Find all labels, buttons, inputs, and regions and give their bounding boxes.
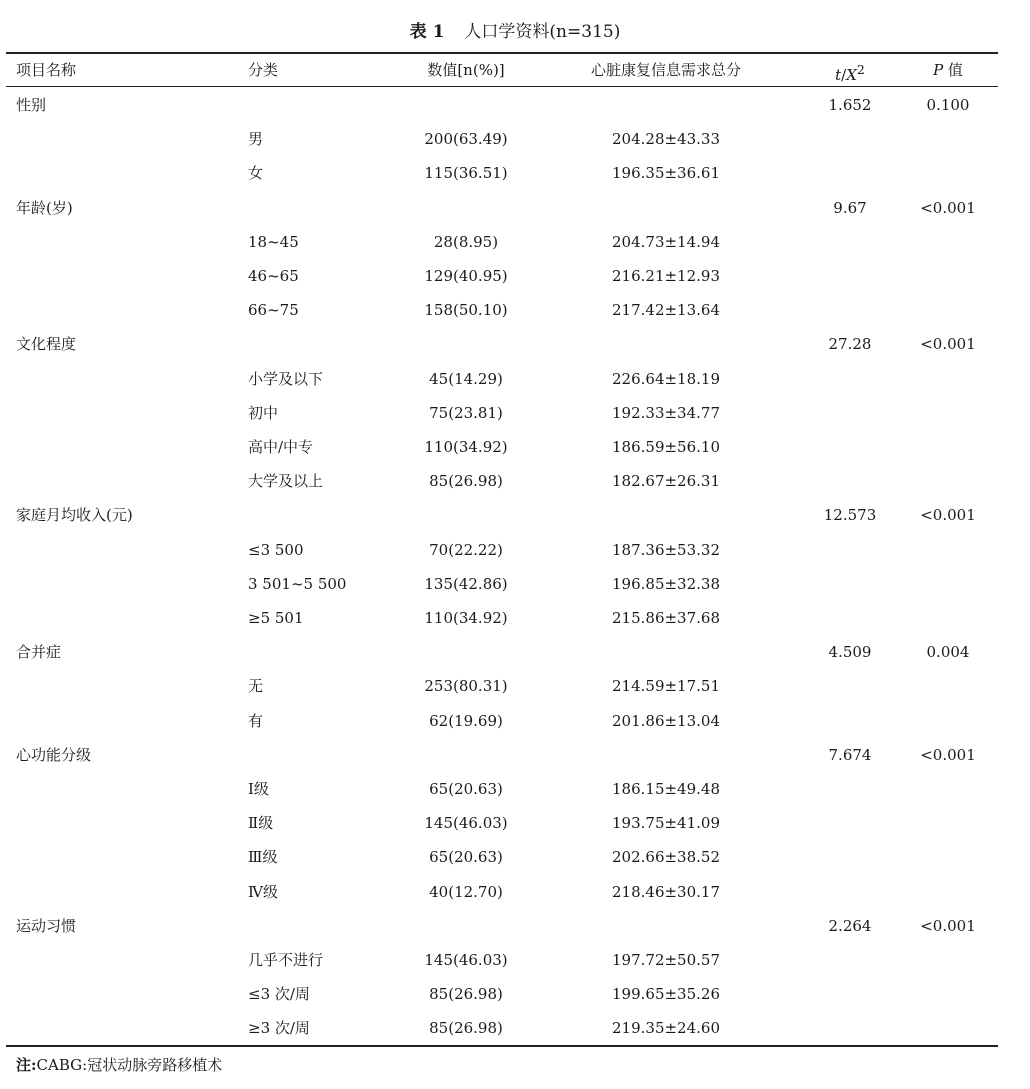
row-statistic-cell	[790, 259, 910, 293]
row-item-cell: 家庭月均收入(元)	[16, 506, 133, 525]
row-p-value-cell: 0.100	[926, 96, 970, 114]
row-statistic-cell	[790, 1011, 910, 1045]
row-statistic-cell	[790, 943, 910, 977]
header-p-italic: P	[933, 61, 944, 79]
row-count-cell: 129(40.95)	[424, 267, 508, 285]
row-category-cell: 66~75	[248, 301, 299, 320]
row-statistic-cell	[790, 362, 910, 396]
table-row	[0, 977, 1030, 1011]
row-category-cell: 无	[248, 677, 264, 696]
row-statistic-cell	[790, 122, 910, 156]
row-count-cell: 85(26.98)	[429, 1019, 503, 1038]
row-score-cell: 201.86±13.04	[612, 711, 720, 730]
row-p-value-cell	[900, 1011, 996, 1045]
table-row	[0, 327, 1030, 361]
row-category-cell: ≤3 500	[248, 540, 304, 559]
row-score-cell: 219.35±24.60	[612, 1019, 720, 1038]
row-score-cell: 187.36±53.32	[612, 540, 720, 559]
table-row	[0, 943, 1030, 977]
table-header	[0, 53, 1030, 87]
row-p-value-cell	[900, 464, 996, 498]
table-row	[0, 362, 1030, 396]
row-p-value-cell	[900, 772, 996, 806]
row-p-value-cell: <0.001	[920, 198, 976, 217]
row-p-value-cell	[900, 533, 996, 567]
row-score-cell: 226.64±18.19	[612, 369, 720, 388]
row-score-cell: 215.86±37.68	[612, 609, 720, 627]
row-score-cell: 199.65±35.26	[612, 985, 720, 1004]
row-score-cell: 196.35±36.61	[612, 164, 720, 183]
row-score-cell: 186.15±49.48	[612, 780, 720, 798]
row-count-cell: 62(19.69)	[429, 711, 503, 730]
row-p-value-cell	[900, 704, 996, 738]
row-count-cell	[376, 191, 556, 225]
row-p-value-cell	[900, 259, 996, 293]
row-category-cell: 几乎不进行	[248, 951, 324, 969]
row-score-cell: 196.85±32.38	[612, 574, 720, 593]
row-score-cell	[566, 498, 766, 532]
table-note	[16, 1052, 222, 1078]
row-statistic-cell: 2.264	[828, 916, 872, 935]
table-row	[0, 1011, 1030, 1045]
row-statistic-cell	[790, 533, 910, 567]
row-p-value-cell	[900, 122, 996, 156]
row-item-cell: 运动习惯	[16, 916, 77, 935]
table-row	[0, 601, 1030, 635]
row-count-cell: 85(26.98)	[429, 985, 503, 1004]
row-score-cell: 214.59±17.51	[612, 677, 720, 696]
table-row	[0, 772, 1030, 806]
row-p-value-cell	[900, 806, 996, 840]
row-score-cell: 192.33±34.77	[612, 403, 720, 422]
row-p-value-cell	[900, 669, 996, 703]
row-count-cell: 28(8.95)	[433, 232, 499, 251]
row-count-cell	[376, 498, 556, 532]
row-p-value-cell	[900, 396, 996, 430]
row-count-cell: 45(14.29)	[429, 369, 503, 388]
row-count-cell: 85(26.98)	[429, 472, 503, 491]
table-row	[0, 259, 1030, 293]
row-statistic-cell: 4.509	[828, 643, 872, 662]
table-row	[0, 738, 1030, 772]
header-p-text: 值	[943, 61, 963, 79]
row-category-cell: 3 501~5 500	[248, 574, 347, 593]
row-statistic-cell	[790, 806, 910, 840]
row-category-cell: 男	[248, 130, 264, 149]
row-score-cell: 197.72±50.57	[612, 951, 720, 969]
row-count-cell: 110(34.92)	[424, 609, 508, 627]
row-category-cell: 46~65	[248, 267, 299, 285]
row-category-cell: 18~45	[248, 232, 299, 251]
row-category-cell: Ⅳ级	[248, 882, 278, 901]
row-count-cell: 40(12.70)	[429, 882, 503, 901]
row-p-value-cell	[900, 840, 996, 874]
row-count-cell	[376, 635, 556, 669]
table-row	[0, 88, 1030, 122]
row-statistic-cell	[790, 567, 910, 601]
row-statistic-cell	[790, 225, 910, 259]
table-title	[0, 18, 1030, 46]
row-score-cell	[566, 191, 766, 225]
header-stat-x: X	[846, 66, 857, 84]
row-count-cell	[376, 327, 556, 361]
row-category-cell: ≤3 次/周	[248, 985, 310, 1004]
row-score-cell	[566, 909, 766, 943]
row-count-cell: 65(20.63)	[429, 780, 503, 798]
header-score: 心脏康复信息需求总分	[590, 61, 741, 79]
row-p-value-cell	[900, 601, 996, 635]
row-score-cell	[566, 88, 766, 122]
table-row	[0, 909, 1030, 943]
row-p-value-cell	[900, 156, 996, 190]
row-category-cell: 大学及以上	[248, 472, 324, 491]
header-stat-sup: 2	[856, 62, 865, 77]
row-statistic-cell	[790, 875, 910, 909]
row-category-cell: Ⅱ级	[248, 814, 274, 833]
row-statistic-cell: 27.28	[828, 335, 872, 354]
row-p-value-cell	[900, 225, 996, 259]
row-item-cell: 文化程度	[16, 335, 77, 354]
table-row	[0, 122, 1030, 156]
table-number: 表 1	[409, 22, 445, 42]
row-score-cell: 202.66±38.52	[612, 848, 720, 867]
row-category-cell: ≥5 501	[248, 609, 304, 627]
row-count-cell: 110(34.92)	[424, 438, 508, 456]
table-row	[0, 498, 1030, 532]
header-item: 项目名称	[16, 61, 77, 79]
row-p-value-cell	[900, 430, 996, 464]
row-statistic-cell: 12.573	[823, 506, 877, 525]
row-item-cell: 合并症	[16, 643, 62, 662]
row-p-value-cell	[900, 875, 996, 909]
note-label: 注:	[16, 1056, 37, 1074]
header-stat-t: t	[835, 66, 842, 84]
row-count-cell: 70(22.22)	[429, 540, 503, 559]
row-statistic-cell	[790, 772, 910, 806]
row-item-cell: 性别	[16, 96, 47, 114]
row-score-cell	[566, 738, 766, 772]
row-statistic-cell	[790, 601, 910, 635]
row-p-value-cell: 0.004	[926, 643, 970, 662]
row-p-value-cell: <0.001	[920, 745, 976, 764]
row-count-cell: 200(63.49)	[424, 130, 508, 149]
row-item-cell: 心功能分级	[16, 745, 92, 764]
table-row	[0, 156, 1030, 190]
header-p-value	[900, 53, 996, 87]
row-p-value-cell	[900, 293, 996, 327]
row-statistic-cell: 1.652	[828, 96, 872, 114]
table-row	[0, 464, 1030, 498]
row-count-cell: 145(46.03)	[424, 951, 508, 969]
row-count-cell: 145(46.03)	[424, 814, 508, 833]
row-p-value-cell	[900, 362, 996, 396]
row-p-value-cell	[900, 567, 996, 601]
table-row	[0, 840, 1030, 874]
table-row	[0, 396, 1030, 430]
row-statistic-cell	[790, 977, 910, 1011]
row-score-cell	[566, 327, 766, 361]
row-statistic-cell	[790, 156, 910, 190]
row-p-value-cell	[900, 943, 996, 977]
row-statistic-cell	[790, 293, 910, 327]
row-category-cell: Ⅲ级	[248, 848, 278, 867]
table-row	[0, 225, 1030, 259]
row-p-value-cell: <0.001	[920, 506, 976, 525]
row-category-cell: 高中/中专	[248, 438, 314, 456]
row-category-cell: 初中	[248, 403, 279, 422]
row-statistic-cell	[790, 430, 910, 464]
bottom-rule	[6, 1045, 998, 1047]
table-row	[0, 704, 1030, 738]
row-score-cell: 204.28±43.33	[612, 130, 720, 149]
row-score-cell: 218.46±30.17	[612, 882, 720, 901]
row-item-cell: 年龄(岁)	[16, 198, 73, 217]
row-score-cell: 216.21±12.93	[612, 267, 720, 285]
table-row	[0, 293, 1030, 327]
table-row	[0, 430, 1030, 464]
table-row	[0, 191, 1030, 225]
note-text: CABG:冠状动脉旁路移植术	[36, 1056, 223, 1074]
row-score-cell	[566, 635, 766, 669]
header-count: 数值[n(%)]	[427, 61, 505, 79]
row-count-cell: 135(42.86)	[424, 574, 508, 593]
row-statistic-cell	[790, 669, 910, 703]
table-row	[0, 669, 1030, 703]
row-category-cell: 有	[248, 711, 264, 730]
row-count-cell	[376, 909, 556, 943]
row-score-cell: 186.59±56.10	[612, 438, 720, 456]
row-score-cell: 217.42±13.64	[612, 301, 720, 320]
table-caption: 人口学资料(n=315)	[464, 22, 621, 42]
row-count-cell: 158(50.10)	[424, 301, 508, 320]
row-count-cell	[376, 88, 556, 122]
row-category-cell: 女	[248, 164, 264, 183]
header-statistic	[790, 53, 910, 87]
row-score-cell: 204.73±14.94	[612, 232, 720, 251]
row-count-cell: 75(23.81)	[429, 403, 503, 422]
row-score-cell: 182.67±26.31	[612, 472, 720, 491]
row-p-value-cell	[900, 977, 996, 1011]
row-count-cell: 115(36.51)	[424, 164, 508, 183]
row-statistic-cell	[790, 704, 910, 738]
row-p-value-cell: <0.001	[920, 335, 976, 354]
table-row	[0, 875, 1030, 909]
table-row	[0, 567, 1030, 601]
row-category-cell: 小学及以下	[248, 369, 324, 388]
header-rule	[6, 86, 998, 87]
row-category-cell: ≥3 次/周	[248, 1019, 310, 1038]
row-statistic-cell	[790, 464, 910, 498]
header-category: 分类	[248, 61, 279, 79]
row-statistic-cell: 9.67	[833, 198, 867, 217]
row-statistic-cell	[790, 396, 910, 430]
table-row	[0, 635, 1030, 669]
header-stat-sep: /	[841, 66, 847, 84]
row-score-cell: 193.75±41.09	[612, 814, 720, 833]
table-row	[0, 533, 1030, 567]
row-statistic-cell: 7.674	[828, 745, 872, 764]
row-category-cell: Ⅰ级	[248, 780, 269, 798]
row-count-cell: 253(80.31)	[424, 677, 508, 696]
row-statistic-cell	[790, 840, 910, 874]
table-row	[0, 806, 1030, 840]
row-count-cell	[376, 738, 556, 772]
row-p-value-cell: <0.001	[920, 916, 976, 935]
row-count-cell: 65(20.63)	[429, 848, 503, 867]
